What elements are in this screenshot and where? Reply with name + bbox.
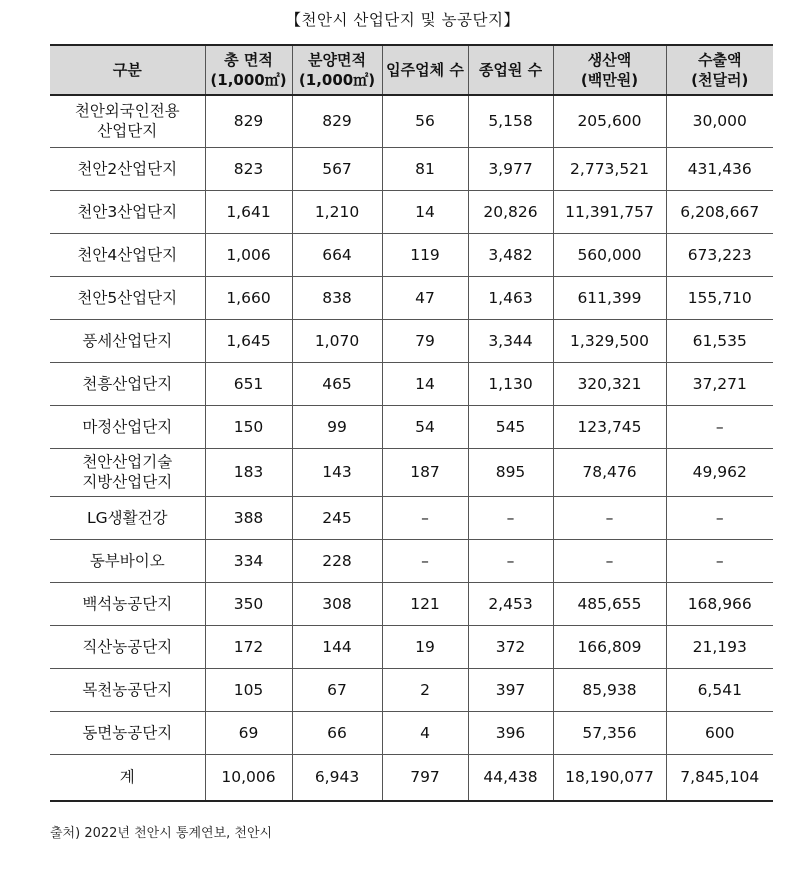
cell-employees: 545 xyxy=(468,405,553,448)
table-row xyxy=(50,668,773,711)
total-row xyxy=(50,754,773,801)
cell-exports: 61,535 xyxy=(666,319,773,362)
cell-companies: 79 xyxy=(382,319,468,362)
table-row xyxy=(50,233,773,276)
cell-production: 18,190,077 xyxy=(553,754,666,801)
cell-sale-area: 838 xyxy=(292,276,382,319)
cell-total-area: 829 xyxy=(205,95,292,147)
cell-companies: 81 xyxy=(382,147,468,190)
cell-sale-area: 67 xyxy=(292,668,382,711)
cell-employees: – xyxy=(468,539,553,582)
cell-production: 57,356 xyxy=(553,711,666,754)
column-header-employees: 종업원 수 xyxy=(468,45,553,95)
cell-production: 560,000 xyxy=(553,233,666,276)
cell-companies: 14 xyxy=(382,190,468,233)
cell-total-area: 334 xyxy=(205,539,292,582)
table-row xyxy=(50,95,773,147)
table-row xyxy=(50,448,773,496)
cell-name: 천안외국인전용 산업단지 xyxy=(50,95,205,147)
cell-name: 천안산업기술 지방산업단지 xyxy=(50,448,205,496)
cell-name: 백석농공단지 xyxy=(50,582,205,625)
cell-name: 동면농공단지 xyxy=(50,711,205,754)
cell-name: 천흥산업단지 xyxy=(50,362,205,405)
cell-employees: 397 xyxy=(468,668,553,711)
cell-production: 485,655 xyxy=(553,582,666,625)
cell-employees: 372 xyxy=(468,625,553,668)
cell-companies: 56 xyxy=(382,95,468,147)
cell-production: 11,391,757 xyxy=(553,190,666,233)
cell-production: 78,476 xyxy=(553,448,666,496)
cell-production: 1,329,500 xyxy=(553,319,666,362)
cell-total-area: 388 xyxy=(205,496,292,539)
cell-employees: 20,826 xyxy=(468,190,553,233)
cell-name: 천안3산업단지 xyxy=(50,190,205,233)
column-header-total-area: 총 면적 (1,000㎡) xyxy=(205,45,292,95)
cell-sale-area: 66 xyxy=(292,711,382,754)
table-row xyxy=(50,625,773,668)
cell-employees: 1,463 xyxy=(468,276,553,319)
cell-exports: 600 xyxy=(666,711,773,754)
cell-production: 166,809 xyxy=(553,625,666,668)
cell-total-area: 1,641 xyxy=(205,190,292,233)
cell-employees: 1,130 xyxy=(468,362,553,405)
cell-production: – xyxy=(553,539,666,582)
cell-sale-area: 1,210 xyxy=(292,190,382,233)
cell-exports: – xyxy=(666,539,773,582)
cell-total-area: 823 xyxy=(205,147,292,190)
cell-exports: 7,845,104 xyxy=(666,754,773,801)
cell-sale-area: 1,070 xyxy=(292,319,382,362)
cell-exports: 6,541 xyxy=(666,668,773,711)
cell-production: 320,321 xyxy=(553,362,666,405)
table-row xyxy=(50,147,773,190)
cell-total-area: 1,006 xyxy=(205,233,292,276)
cell-exports: 155,710 xyxy=(666,276,773,319)
cell-name: 계 xyxy=(50,754,205,801)
cell-sale-area: 99 xyxy=(292,405,382,448)
cell-sale-area: 465 xyxy=(292,362,382,405)
cell-employees: 895 xyxy=(468,448,553,496)
table-row xyxy=(50,405,773,448)
cell-total-area: 150 xyxy=(205,405,292,448)
cell-exports: 168,966 xyxy=(666,582,773,625)
cell-sale-area: 664 xyxy=(292,233,382,276)
cell-employees: 3,344 xyxy=(468,319,553,362)
cell-total-area: 1,645 xyxy=(205,319,292,362)
source-note: 출처) 2022년 천안시 통계연보, 천안시 xyxy=(50,826,273,841)
cell-companies: – xyxy=(382,496,468,539)
cell-sale-area: 567 xyxy=(292,147,382,190)
table-row xyxy=(50,711,773,754)
column-header-production: 생산액 (백만원) xyxy=(553,45,666,95)
cell-total-area: 105 xyxy=(205,668,292,711)
cell-sale-area: 6,943 xyxy=(292,754,382,801)
cell-sale-area: 308 xyxy=(292,582,382,625)
cell-total-area: 651 xyxy=(205,362,292,405)
cell-name: 마정산업단지 xyxy=(50,405,205,448)
cell-companies: – xyxy=(382,539,468,582)
cell-companies: 2 xyxy=(382,668,468,711)
table-row xyxy=(50,276,773,319)
column-header-category: 구분 xyxy=(50,45,205,95)
cell-total-area: 183 xyxy=(205,448,292,496)
cell-employees: 3,977 xyxy=(468,147,553,190)
cell-exports: 431,436 xyxy=(666,147,773,190)
cell-employees: 396 xyxy=(468,711,553,754)
cell-name: 천안2산업단지 xyxy=(50,147,205,190)
cell-exports: 673,223 xyxy=(666,233,773,276)
cell-total-area: 1,660 xyxy=(205,276,292,319)
cell-production: 205,600 xyxy=(553,95,666,147)
cell-name: 천안5산업단지 xyxy=(50,276,205,319)
table-row xyxy=(50,190,773,233)
cell-total-area: 172 xyxy=(205,625,292,668)
table-title: 【천안시 산업단지 및 농공단지】 xyxy=(285,11,520,29)
cell-companies: 119 xyxy=(382,233,468,276)
cell-name: 직산농공단지 xyxy=(50,625,205,668)
cell-name: 풍세산업단지 xyxy=(50,319,205,362)
cell-production: 85,938 xyxy=(553,668,666,711)
cell-exports: 21,193 xyxy=(666,625,773,668)
cell-companies: 19 xyxy=(382,625,468,668)
cell-name: LG생활건강 xyxy=(50,496,205,539)
cell-production: 611,399 xyxy=(553,276,666,319)
cell-employees: – xyxy=(468,496,553,539)
cell-exports: 49,962 xyxy=(666,448,773,496)
cell-exports: – xyxy=(666,496,773,539)
column-header-sale-area: 분양면적 (1,000㎡) xyxy=(292,45,382,95)
cell-sale-area: 144 xyxy=(292,625,382,668)
table-row xyxy=(50,362,773,405)
column-header-companies: 입주업체 수 xyxy=(382,45,468,95)
cell-total-area: 69 xyxy=(205,711,292,754)
industrial-complex-table xyxy=(50,44,773,802)
cell-companies: 797 xyxy=(382,754,468,801)
cell-employees: 44,438 xyxy=(468,754,553,801)
cell-sale-area: 228 xyxy=(292,539,382,582)
cell-companies: 4 xyxy=(382,711,468,754)
cell-employees: 2,453 xyxy=(468,582,553,625)
cell-exports: 6,208,667 xyxy=(666,190,773,233)
table-row xyxy=(50,539,773,582)
table-row xyxy=(50,319,773,362)
cell-companies: 121 xyxy=(382,582,468,625)
cell-sale-area: 143 xyxy=(292,448,382,496)
cell-production: 2,773,521 xyxy=(553,147,666,190)
table-row xyxy=(50,582,773,625)
cell-companies: 54 xyxy=(382,405,468,448)
cell-name: 천안4산업단지 xyxy=(50,233,205,276)
cell-employees: 3,482 xyxy=(468,233,553,276)
cell-exports: 30,000 xyxy=(666,95,773,147)
cell-employees: 5,158 xyxy=(468,95,553,147)
cell-exports: 37,271 xyxy=(666,362,773,405)
cell-production: – xyxy=(553,496,666,539)
cell-companies: 187 xyxy=(382,448,468,496)
table-body xyxy=(50,95,773,801)
cell-name: 동부바이오 xyxy=(50,539,205,582)
cell-name: 목천농공단지 xyxy=(50,668,205,711)
cell-sale-area: 829 xyxy=(292,95,382,147)
column-header-exports: 수출액 (천달러) xyxy=(666,45,773,95)
cell-sale-area: 245 xyxy=(292,496,382,539)
cell-exports: – xyxy=(666,405,773,448)
cell-companies: 14 xyxy=(382,362,468,405)
cell-production: 123,745 xyxy=(553,405,666,448)
table-row xyxy=(50,496,773,539)
cell-companies: 47 xyxy=(382,276,468,319)
cell-total-area: 10,006 xyxy=(205,754,292,801)
cell-total-area: 350 xyxy=(205,582,292,625)
header-row xyxy=(50,45,773,95)
